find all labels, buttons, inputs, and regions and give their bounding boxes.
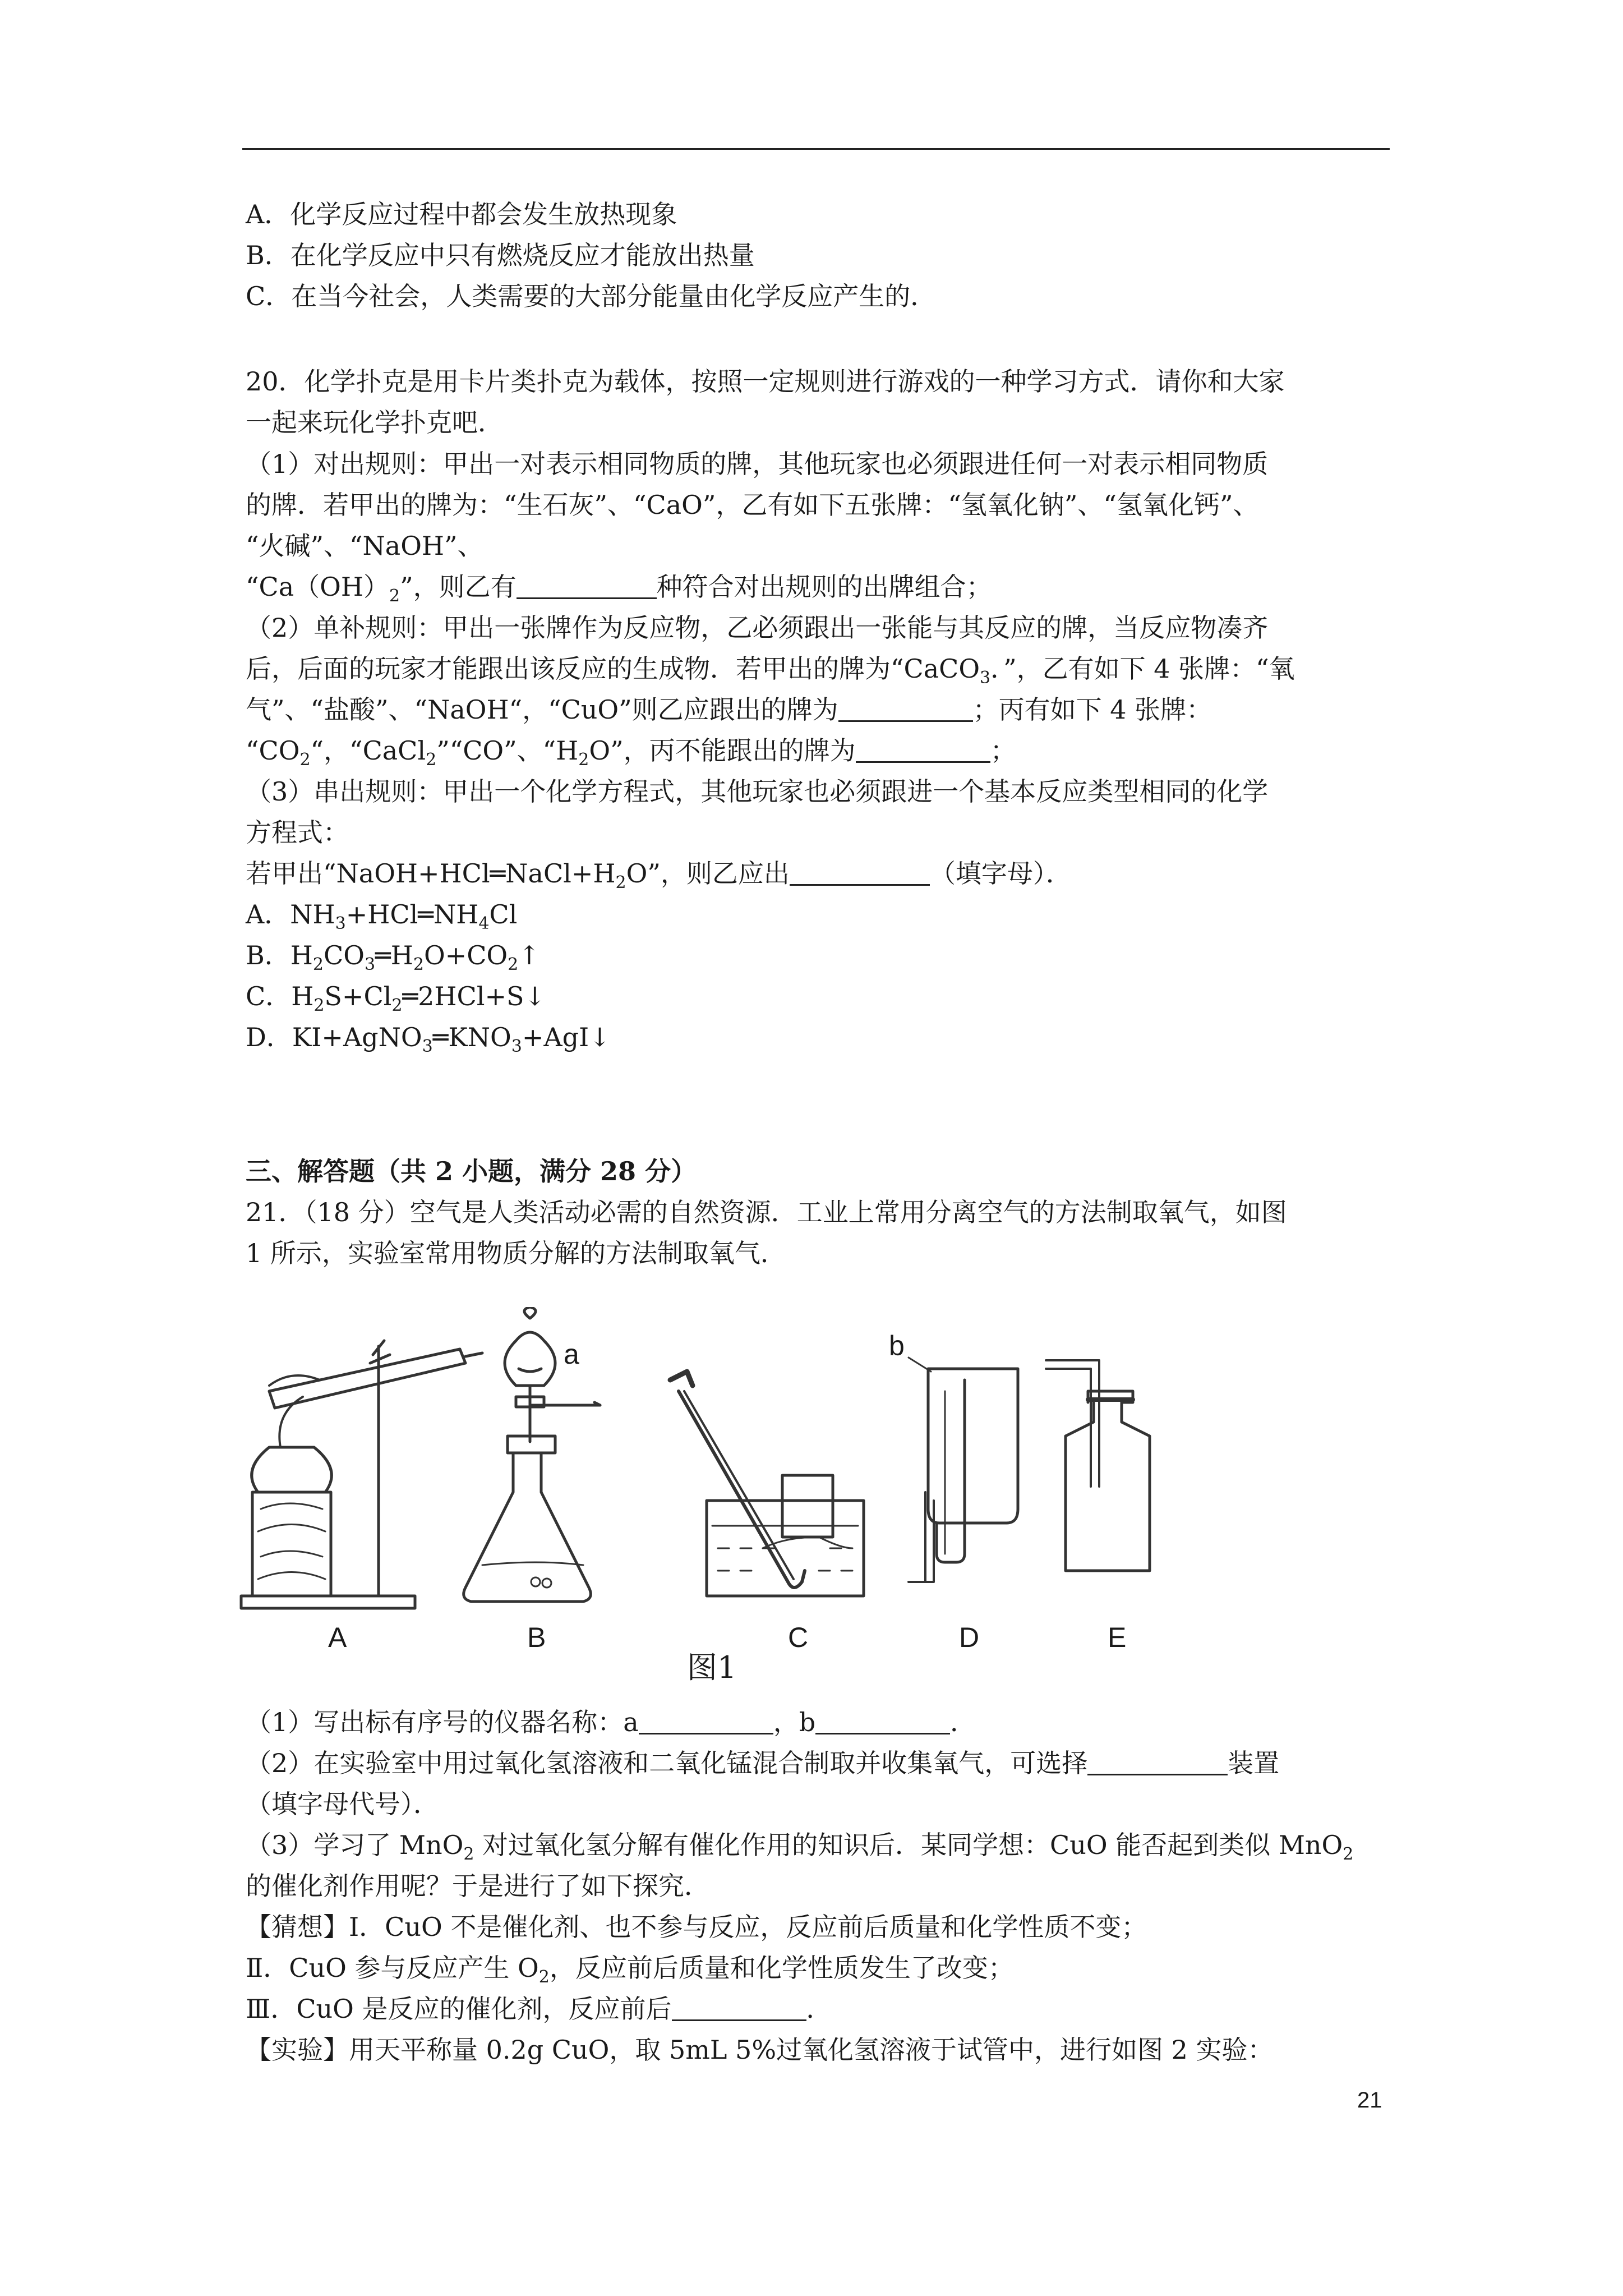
apparatus-c xyxy=(670,1372,864,1596)
q20-p2-line4 xyxy=(246,734,1016,770)
text: （填字母）． xyxy=(929,858,1072,889)
q20-line2: 一起来玩化学扑克吧． xyxy=(246,407,504,438)
section-title: 三、解答题（共 2 小题，满分 28 分） xyxy=(246,1156,697,1186)
text: O”，则乙应出 xyxy=(626,858,790,889)
q21-s1 xyxy=(246,1705,976,1739)
guess-1: 【猜想】Ⅰ．CuO 不是催化剂、也不参与反应，反应前后质量和化学性质不变； xyxy=(246,1912,1147,1942)
answer-blank-a[interactable] xyxy=(639,1708,773,1734)
text: 气”、“盐酸”、“NaOH“，“CuO”则乙应跟出的牌为 xyxy=(246,694,838,725)
text: “，“CaCl xyxy=(310,735,426,766)
q20-line1: 20．化学扑克是用卡片类扑克为载体，按照一定规则进行游戏的一种学习方式．请你和大家 xyxy=(246,366,1285,397)
label-e: E xyxy=(1108,1622,1127,1653)
answer-blank[interactable] xyxy=(672,1995,806,2021)
text: ”“CO”、“H xyxy=(436,735,579,766)
text: ．”，乙有如下 4 张牌：“氧 xyxy=(990,654,1295,684)
q20-p3-line1: （3）串出规则：甲出一个化学方程式，其他玩家也必须跟进一个基本反应类型相同的化学 xyxy=(246,776,1269,807)
text: ；丙有如下 4 张牌： xyxy=(972,694,1212,725)
q20-p2-line3 xyxy=(246,693,1212,726)
subscript: 2 xyxy=(313,996,325,1015)
subscript: 2 xyxy=(312,955,324,974)
label-b-mark: b xyxy=(889,1330,905,1361)
label-d: D xyxy=(959,1622,980,1653)
guess-2 xyxy=(246,1951,1014,1985)
q20-p3-line2: 方程式： xyxy=(246,817,349,848)
text: S+Cl xyxy=(324,981,392,1011)
figure-caption: 图1 xyxy=(687,1650,737,1685)
guess-3 xyxy=(246,1992,832,2026)
subscript: 3 xyxy=(422,1037,433,1056)
text: A．NH xyxy=(246,899,335,930)
experiment-line: 【实验】用天平称量 0.2g CuO，取 5mL 5%过氧化氢溶液于试管中，进行如图 2 实验： xyxy=(246,2035,1274,2065)
text: ═2HCl+S↓ xyxy=(402,981,546,1011)
text: C．H xyxy=(246,981,314,1011)
text: （3）学习了 MnO xyxy=(246,1830,464,1860)
option-a: A．化学反应过程中都会发生放热现象 xyxy=(246,199,677,229)
answer-blank[interactable] xyxy=(856,737,990,763)
subscript: 2 xyxy=(615,873,626,892)
text: O”，丙不能跟出的牌为 xyxy=(589,735,856,766)
q20-p3-line3 xyxy=(246,857,1072,890)
apparatus-b xyxy=(464,1307,600,1602)
text: D．KI+AgNO xyxy=(246,1022,422,1052)
label-b: B xyxy=(527,1622,546,1653)
text: B．H xyxy=(246,940,313,970)
answer-blank[interactable] xyxy=(517,573,657,599)
text: CO xyxy=(324,940,365,970)
q21-s2-line2: （填字母代号）． xyxy=(246,1789,439,1819)
text: Ⅲ．CuO 是反应的催化剂，反应前后 xyxy=(246,1994,672,2024)
header-rule xyxy=(242,148,1390,150)
subscript: 3 xyxy=(511,1037,522,1056)
q20-option-d xyxy=(246,1020,611,1054)
subscript: 4 xyxy=(478,914,490,933)
text: Cl xyxy=(489,899,518,930)
text: ↑ xyxy=(518,940,540,970)
q20-p2-line1: （2）单补规则：甲出一张牌作为反应物，乙必须跟出一张能与其反应的牌，当反应物凑齐 xyxy=(246,613,1269,643)
q20-p2-line2 xyxy=(246,652,1295,688)
text: Ⅱ．CuO 参与反应产生 O xyxy=(246,1953,539,1983)
subscript: 2 xyxy=(538,1967,550,1987)
answer-blank[interactable] xyxy=(838,696,973,722)
text: （1）写出标有序号的仪器名称：a xyxy=(246,1707,639,1737)
text: “Ca（OH） xyxy=(246,572,389,602)
answer-blank[interactable] xyxy=(790,859,930,886)
subscript: 2 xyxy=(389,586,400,606)
subscript: 3 xyxy=(980,668,991,688)
q20-p1-line2: 的牌．若甲出的牌为：“生石灰”、“CaO”，乙有如下五张牌：“氢氧化钠”、“氢氧化钙”、 xyxy=(246,490,1259,520)
apparatus-drawing xyxy=(236,1307,1402,1672)
q21-s3-line1 xyxy=(246,1828,1353,1862)
label-a-mark: a xyxy=(564,1338,579,1370)
text: （2）在实验室中用过氧化氢溶液和二氧化锰混合制取并收集氧气，可选择 xyxy=(246,1748,1088,1778)
subscript: 2 xyxy=(508,955,519,974)
text: ”，则乙有 xyxy=(400,572,517,602)
text: O+CO xyxy=(423,940,508,970)
subscript: 2 xyxy=(463,1844,474,1864)
text: “CO xyxy=(246,735,300,766)
q20-option-b xyxy=(246,938,540,972)
text: ═KNO xyxy=(432,1022,511,1052)
text: ═H xyxy=(375,940,413,970)
subscript: 2 xyxy=(426,750,437,770)
q21-line2: 1 所示，实验室常用物质分解的方法制取氧气． xyxy=(246,1238,786,1268)
q20-option-a xyxy=(246,898,517,931)
subscript: 3 xyxy=(335,914,346,933)
q21-line1: 21．（18 分）空气是人类活动必需的自然资源．工业上常用分离空气的方法制取氧气，如图 xyxy=(246,1197,1287,1227)
text: ． xyxy=(806,1994,832,2024)
text: ； xyxy=(990,735,1016,766)
text: 若甲出“NaOH+HCl═NaCl+H xyxy=(246,858,616,889)
subscript: 2 xyxy=(391,996,403,1015)
text: +HCl═NH xyxy=(345,899,479,930)
text: ，b xyxy=(773,1707,816,1737)
apparatus-figure xyxy=(236,1307,1402,1685)
subscript: 3 xyxy=(364,955,376,974)
label-c: C xyxy=(788,1622,809,1653)
apparatus-d xyxy=(909,1358,1018,1582)
subscript: 2 xyxy=(578,750,589,770)
page-number: 21 xyxy=(1357,2088,1382,2113)
apparatus-e xyxy=(1046,1360,1150,1571)
option-c: C．在当今社会，人类需要的大部分能量由化学反应产生的． xyxy=(246,281,937,311)
text: 种符合对出规则的出牌组合； xyxy=(656,572,992,602)
q20-p1-line4 xyxy=(246,570,992,604)
text: +AgI↓ xyxy=(522,1022,611,1052)
q20-p1-line3: “火碱”、“NaOH”、 xyxy=(246,531,483,561)
answer-blank[interactable] xyxy=(1087,1749,1228,1775)
q21-s3-line2: 的催化剂作用呢？于是进行了如下探究． xyxy=(246,1871,710,1901)
text: 对过氧化氢分解有催化作用的知识后．某同学想：CuO 能否起到类似 MnO xyxy=(474,1830,1343,1860)
apparatus-a xyxy=(241,1341,482,1608)
text: 后，后面的玩家才能跟出该反应的生成物．若甲出的牌为“CaCO xyxy=(246,654,980,684)
subscript: 2 xyxy=(299,750,311,770)
label-a: A xyxy=(328,1622,347,1653)
text: 装置 xyxy=(1228,1748,1280,1778)
q20-option-c xyxy=(246,979,546,1013)
q20-p1-line1: （1）对出规则：甲出一对表示相同物质的牌，其他玩家也必须跟进任何一对表示相同物质 xyxy=(246,449,1269,479)
subscript: 2 xyxy=(413,955,424,974)
subscript: 2 xyxy=(1343,1844,1354,1864)
answer-blank-b[interactable] xyxy=(815,1708,950,1734)
text: ． xyxy=(950,1707,976,1737)
q21-s2-line1 xyxy=(246,1746,1279,1780)
text: ，反应前后质量和化学性质发生了改变； xyxy=(549,1953,1014,1983)
option-b: B．在化学反应中只有燃烧反应才能放出热量 xyxy=(246,240,755,270)
